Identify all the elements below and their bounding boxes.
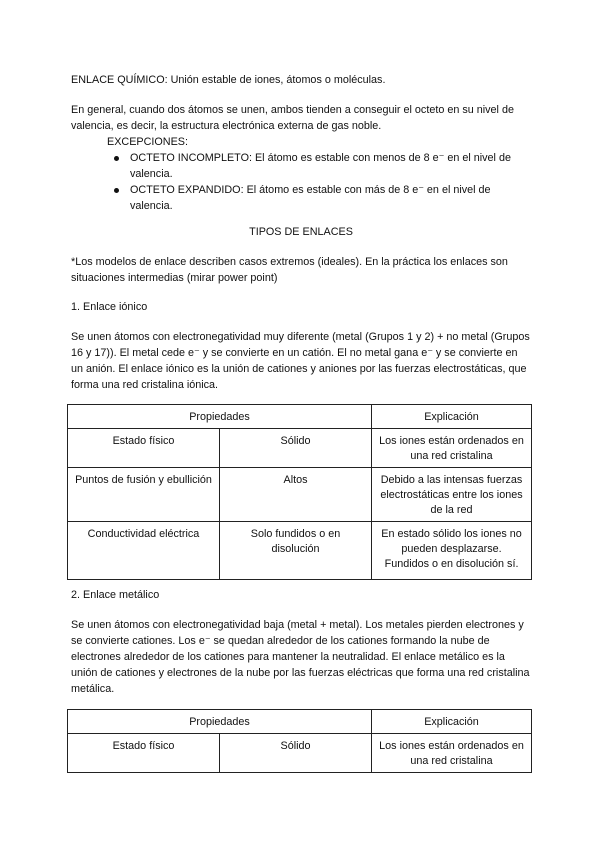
cell-value: Solo fundidos o en disolución [220,522,372,580]
cell-value: Sólido [220,734,372,773]
table-row [68,522,532,580]
note-paragraph: *Los modelos de enlace describen casos extremos (ideales). En la práctica los enlaces son situaciones intermedias (mirar power point) [71,256,508,284]
table-header-row [68,405,532,429]
ionic-properties-table [67,404,532,580]
cell-explanation: En estado sólido los iones no pueden desplazarse. Fundidos o en disolución sí. [372,522,532,580]
intro-paragraph: En general, cuando dos átomos se unen, ambos tienden a conseguir el octeto en su nivel de valencia, es decir, la estructura electrónica externa de gas noble. [71,104,514,132]
cell-property: Estado físico [68,734,220,773]
metallic-properties-table [67,709,532,773]
list-item [130,182,530,214]
header-properties: Propiedades [68,405,372,429]
cell-explanation: Los iones están ordenados en una red cristalina [372,734,532,773]
cell-property: Estado físico [68,429,220,468]
cell-property: Conductividad eléctrica [68,522,220,580]
cell-explanation: Los iones están ordenados en una red cristalina [372,429,532,468]
section-title: TIPOS DE ENLACES [249,226,353,238]
title-line: ENLACE QUÍMICO: Unión estable de iones, átomos o moléculas. [71,74,386,86]
cell-value: Altos [220,468,372,522]
exceptions-list [130,150,530,214]
metallic-paragraph: Se unen átomos con electronegatividad baja (metal + metal). Los metales pierden electrones y se convierte cationes. Los e⁻ se quedan alrededor de los cationes formando la nube de electrones alrededor de los cationes para mantener la neutralidad. El enlace metálico es la unión de cationes y electrones de la nube por las fuerzas eléctricas que forma una red cristalina metálica. [71,619,530,695]
table-header-row [68,710,532,734]
header-explanation: Explicación [372,405,532,429]
table-row [68,429,532,468]
header-properties: Propiedades [68,710,372,734]
list-item [130,150,530,182]
bullet-icon [114,188,119,193]
exception-text: OCTETO EXPANDIDO: El átomo es estable con más de 8 e⁻ en el nivel de valencia. [130,184,491,212]
header-explanation: Explicación [372,710,532,734]
cell-explanation: Debido a las intensas fuerzas electrostáticas entre los iones de la red [372,468,532,522]
ionic-heading: 1. Enlace iónico [71,301,148,313]
ionic-paragraph: Se unen átomos con electronegatividad muy diferente (metal (Grupos 1 y 2) + no metal (Grupos 16 y 17)). El metal cede e⁻ y se convierte en un catión. El no metal gana e⁻ y se convierte en un anión. El enlace iónico es la unión de cationes y aniones por las fuerzas electrostáticas, que forma una red cristalina iónica. [71,331,530,391]
cell-property: Puntos de fusión y ebullición [68,468,220,522]
exception-text: OCTETO INCOMPLETO: El átomo es estable con menos de 8 e⁻ en el nivel de valencia. [130,152,511,180]
table-row [68,734,532,773]
table-row [68,468,532,522]
bullet-icon [114,156,119,161]
exceptions-label: EXCEPCIONES: [107,136,188,148]
metallic-heading: 2. Enlace metálico [71,589,160,601]
cell-value: Sólido [220,429,372,468]
